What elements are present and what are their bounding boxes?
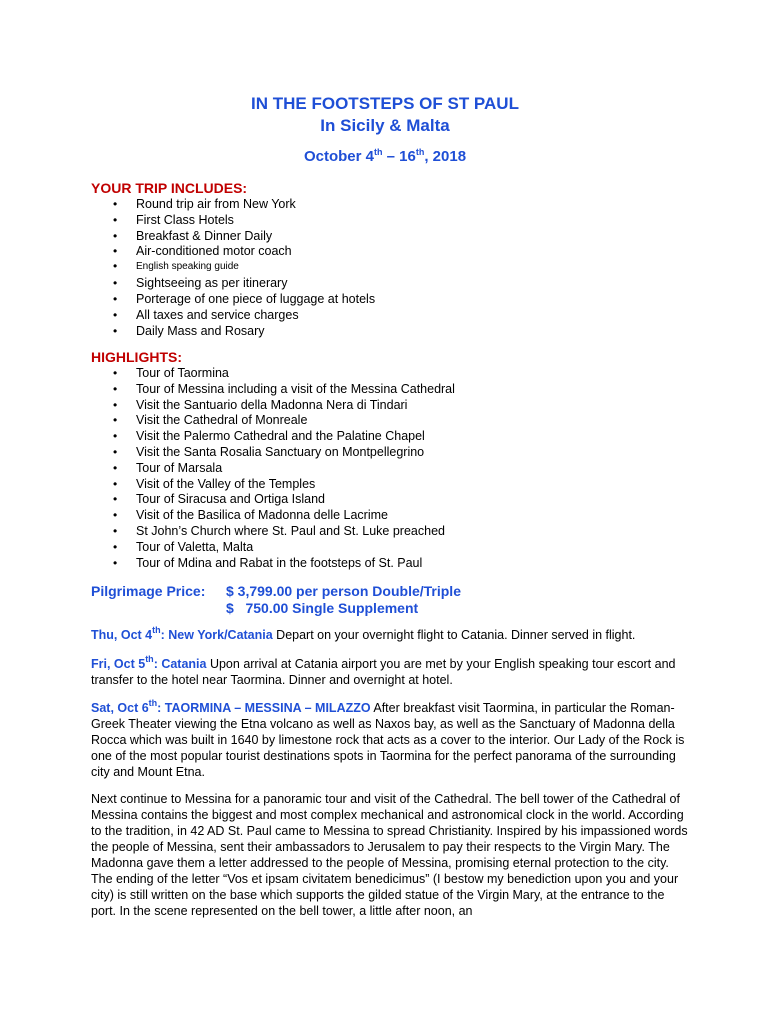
price-double-triple: $ 3,799.00 per person Double/Triple [226,583,461,599]
day-label-place: : TAORMINA – MESSINA – MILAZZO [157,701,371,715]
page-subtitle: In Sicily & Malta [320,116,450,135]
list-item: • English speaking guide [91,260,691,273]
day-label-place: : New York/Catania [160,628,273,642]
list-item: • Round trip air from New York [91,197,691,213]
list-item: • Tour of Mdina and Rabat in the footsteps of St. Paul [91,556,691,572]
itinerary-day-1 [91,627,691,643]
highlights-heading: HIGHLIGHTS: [91,349,182,365]
itinerary-day-2 [91,656,691,688]
list-item: • First Class Hotels [91,213,691,229]
list-item: • Tour of Valetta, Malta [91,540,691,556]
includes-heading: YOUR TRIP INCLUDES: [91,180,248,196]
list-item: • Tour of Taormina [91,366,691,382]
trip-dates-end: – 16 [382,148,416,165]
day-label-suffix: th [152,625,161,635]
trip-dates-start-suffix: th [373,147,383,157]
includes-list [91,197,691,339]
day-label-suffix: th [148,698,158,708]
messina-paragraph: Next continue to Messina for a panoramic tour and visit of the Cathedral. The bell tower of the Cathedral of Messina contains the biggest and most complex mechanical and astronomical clock in the world. According to the tradition, in 42 AD St. Paul came to Messina to spread Christianity. Inspired by his impassioned words the people of Messina, sent their ambassadors to Jerusalem to pay their respects to the Virgin Mary. The Madonna gave them a letter addressed to the people of Messina, promising eternal protection to the city. The ending of the letter “Vos et ipsam civitatem benedicimus” (I bestow my benediction upon you and your city) is still written on the base which supports the gilded statue of the Virgin Mary, at the entrance to the port. In the scene represented on the bell tower, a little after noon, an [91,792,688,918]
trip-dates-start: October 4 [303,148,374,165]
list-item: • All taxes and service charges [91,308,691,324]
list-item: • Air-conditioned motor coach [91,244,691,260]
day-label [91,654,207,671]
list-item: • Visit of the Basilica of Madonna delle Lacrime [91,508,691,524]
list-item: • Tour of Siracusa and Ortiga Island [91,492,691,508]
list-item: • Daily Mass and Rosary [91,324,691,340]
list-item: • Visit the Santa Rosalia Sanctuary on Montpellegrino [91,445,691,461]
list-item: • Visit the Cathedral of Monreale [91,413,691,429]
day-label-date: Sat, Oct 6 [91,701,149,715]
trip-dates-year: , 2018 [424,148,467,165]
price-single-supplement: $ 750.00 Single Supplement [226,600,419,616]
list-item: • Visit the Palermo Cathedral and the Palatine Chapel [91,429,691,445]
day-label-date: Thu, Oct 4 [91,628,153,642]
day-label-date: Fri, Oct 5 [91,657,146,671]
list-item: • Breakfast & Dinner Daily [91,229,691,245]
list-item: • Sightseeing as per itinerary [91,276,691,292]
list-item: • Visit of the Valley of the Temples [91,477,691,493]
list-item: • St John’s Church where St. Paul and St. Luke preached [91,524,691,540]
page-title: IN THE FOOTSTEPS OF ST PAUL [251,94,519,113]
list-item: • Tour of Messina including a visit of the Messina Cathedral [91,382,691,398]
day-description: After breakfast visit Taormina, in particular the Roman-Greek Theater viewing the Etna volcano as well as Naxos bay, as well as the Sanctuary of Madonna della Rocca which was built in 1640 by limestone rock that acts as a cover to the interior. Our Lady of the Rock is one of the most popular tourist destinations spots in Taormina for the perfect panorama of the surrounding city and Mount Etna. [91,701,685,779]
list-item: • Visit the Santuario della Madonna Nera di Tindari [91,398,691,414]
trip-dates-end-suffix: th [415,147,425,157]
itinerary-day-3 [91,700,691,780]
day-description: Depart on your overnight flight to Catania. Dinner served in flight. [272,628,636,642]
trip-dates [0,148,770,165]
day-label-suffix: th [145,654,154,664]
day-description: Upon arrival at Catania airport you are met by your English speaking tour escort and transfer to the hotel near Taormina. Dinner and overnight at hotel. [91,657,676,687]
list-item: • Tour of Marsala [91,461,691,477]
day-label-place: : Catania [153,657,207,671]
day-label [91,698,371,715]
list-item: • Porterage of one piece of luggage at hotels [91,292,691,308]
highlights-list [91,366,691,571]
price-label: Pilgrimage Price: [91,583,206,599]
day-label [91,625,273,642]
